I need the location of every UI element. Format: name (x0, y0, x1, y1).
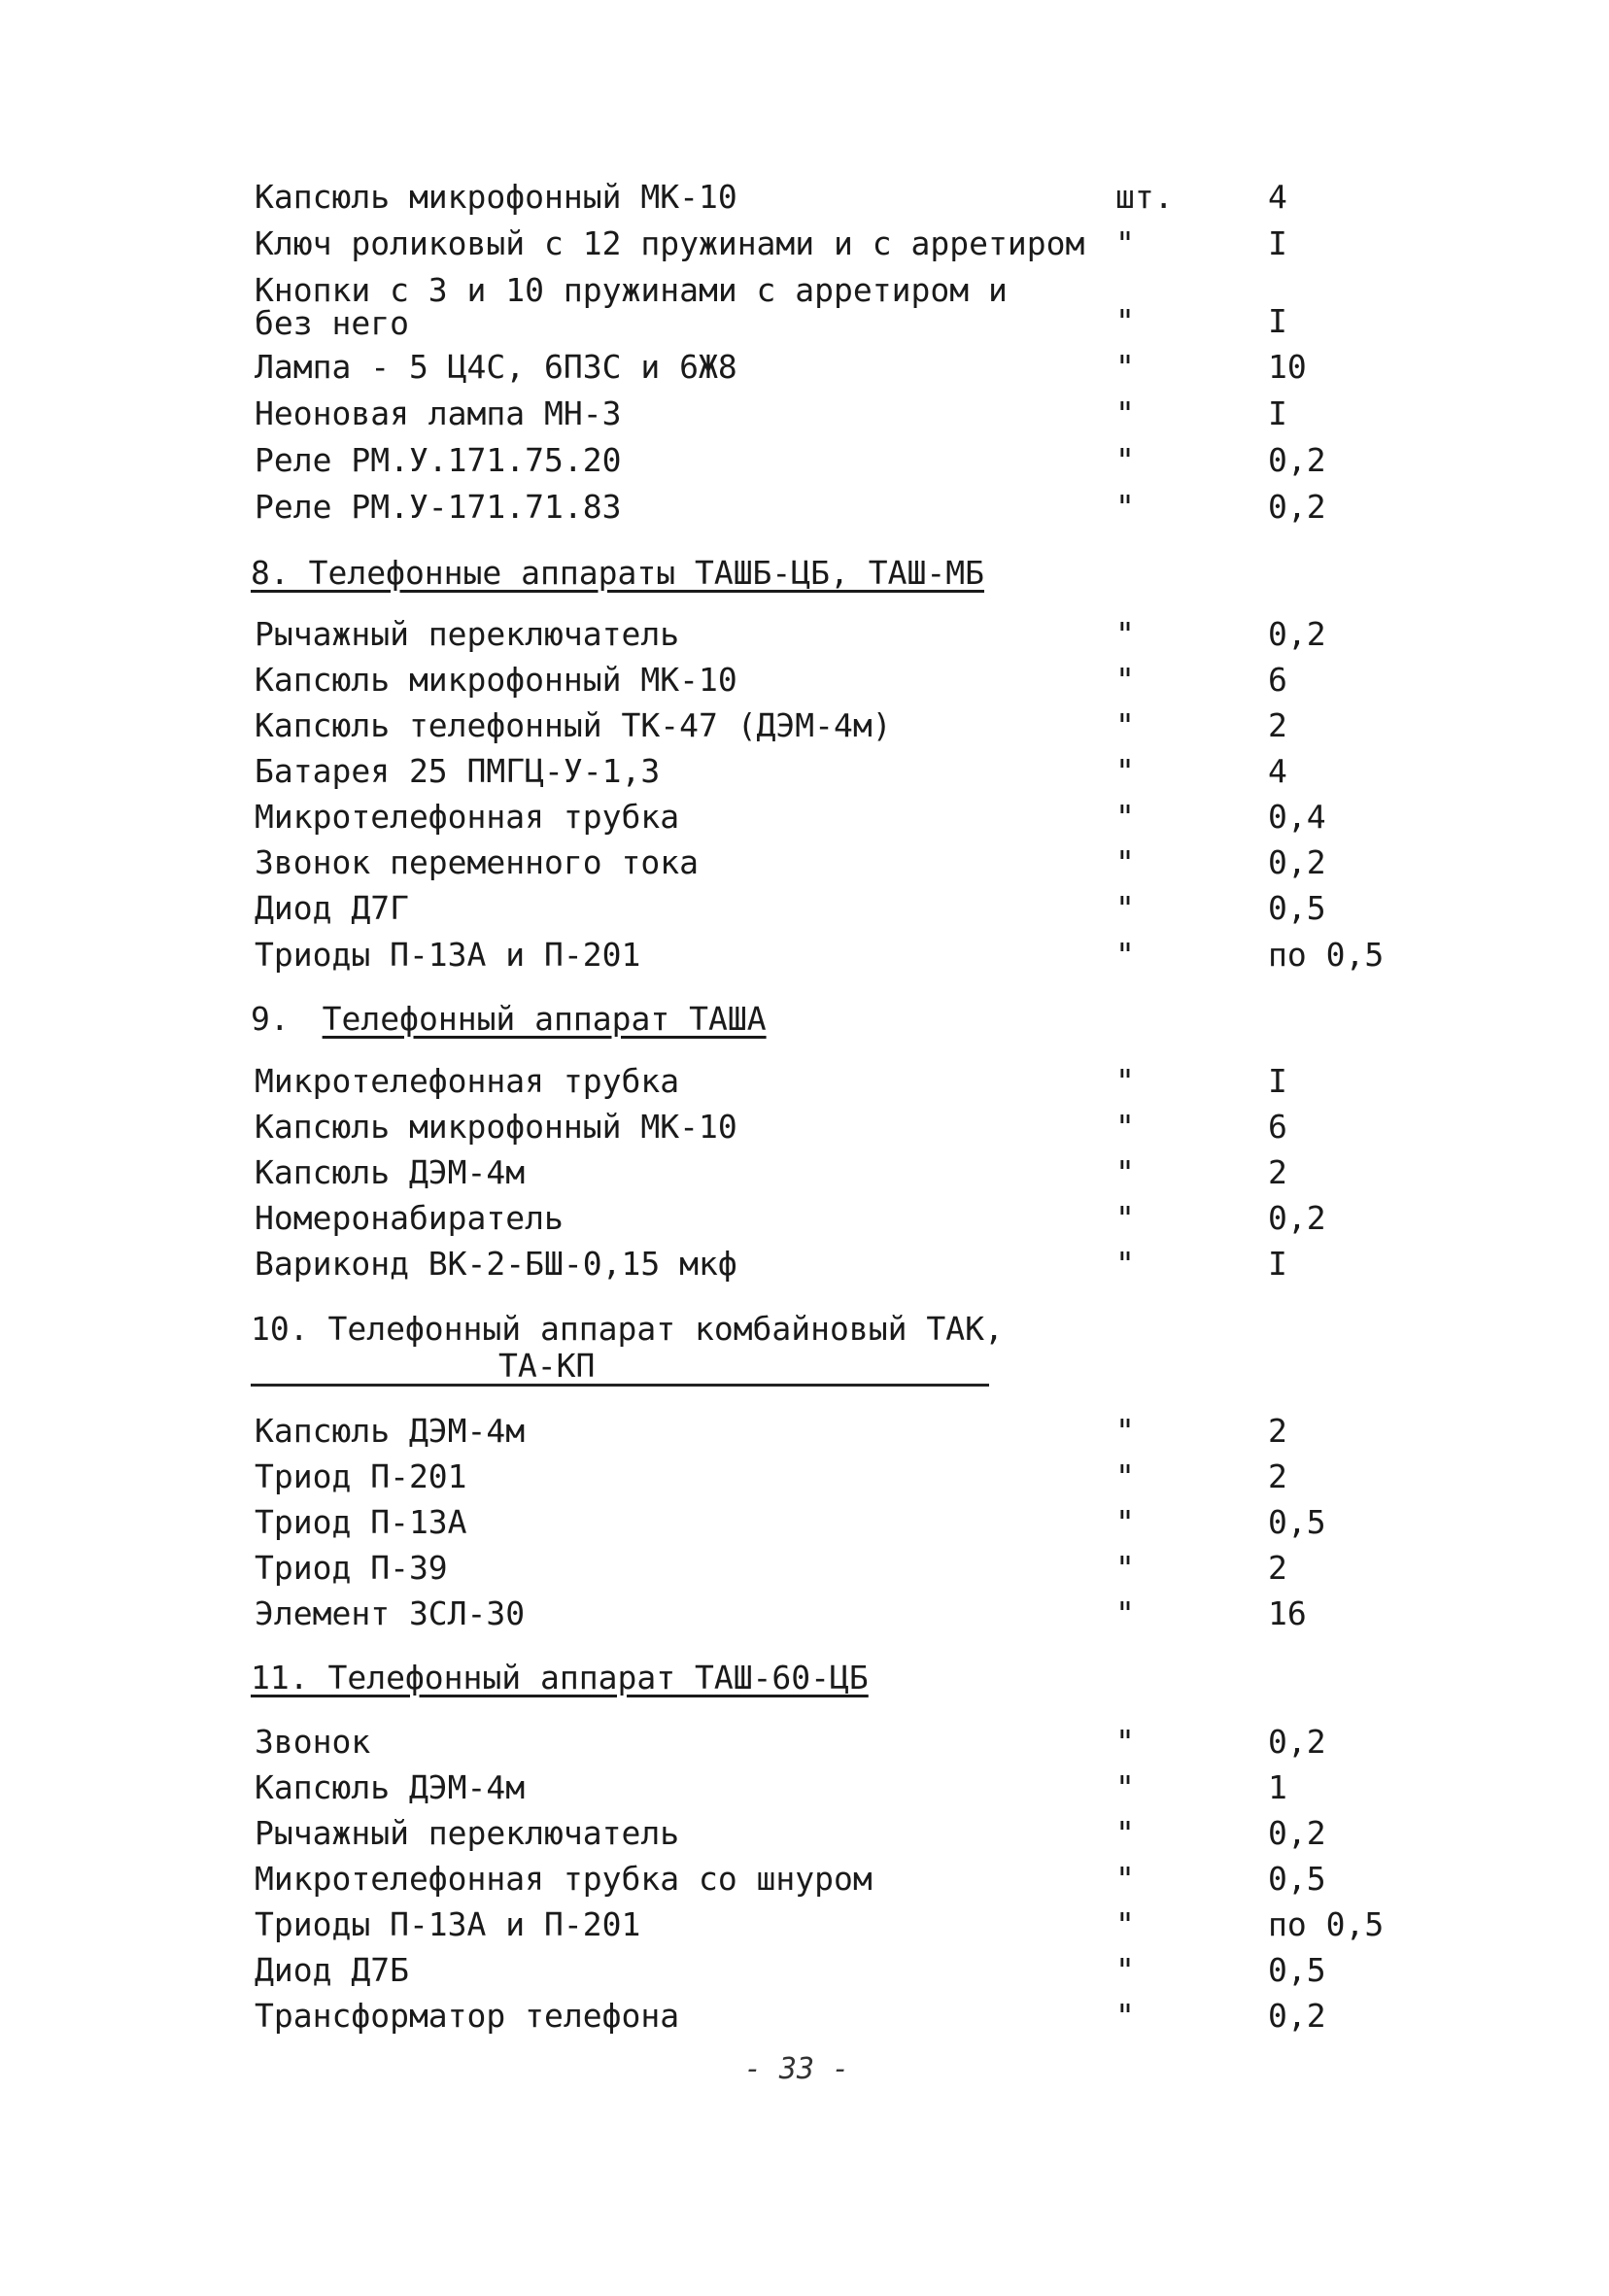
item-qty: 2 (1268, 1549, 1287, 1587)
list-item (0, 1409, 1609, 1454)
item-unit: " (1115, 1549, 1135, 1587)
item-qty: 0,5 (1268, 889, 1326, 927)
item-unit: " (1115, 1062, 1135, 1100)
item-qty: 16 (1268, 1594, 1307, 1632)
list-item (0, 703, 1609, 748)
item-name: Триоды П-13А и П-201 (255, 1905, 641, 1943)
item-unit: " (1115, 1768, 1135, 1806)
item-qty: по 0,5 (1268, 936, 1385, 974)
item-qty: 2 (1268, 1412, 1287, 1450)
item-unit: " (1115, 889, 1135, 927)
item-unit: " (1115, 1997, 1135, 2035)
item-qty: 0,2 (1268, 1723, 1326, 1761)
section-title: 8. Телефонные аппараты ТАШБ-ЦБ, ТАШ-МБ (251, 554, 984, 592)
item-name: Реле РМ.У.171.75.20 (255, 441, 622, 479)
item-unit: " (1115, 843, 1135, 881)
item-name: Номеронабиратель (255, 1199, 564, 1237)
item-name: Рычажный переключатель (255, 1814, 680, 1852)
item-unit: " (1115, 1814, 1135, 1852)
item-unit: " (1115, 1594, 1135, 1632)
item-unit: " (1115, 394, 1135, 432)
list-item (0, 1902, 1609, 1947)
item-qty: 10 (1268, 348, 1307, 386)
section-heading (251, 551, 984, 596)
item-name: Рычажный переключатель (255, 615, 680, 653)
item-name: Элемент 3СЛ-30 (255, 1594, 526, 1632)
item-qty: по 0,5 (1268, 1905, 1385, 1943)
item-name: Триоды П-13А и П-201 (255, 936, 641, 974)
item-qty: 0,2 (1268, 1997, 1326, 2035)
item-qty: 2 (1268, 1457, 1287, 1495)
item-unit: " (1115, 1153, 1135, 1191)
item-qty: 4 (1268, 178, 1287, 216)
item-name: Капсюль микрофонный МК-10 (255, 1108, 737, 1146)
item-unit: " (1115, 752, 1135, 790)
item-unit: " (1115, 1905, 1135, 1943)
item-qty: 0,2 (1268, 615, 1326, 653)
list-item (0, 485, 1609, 530)
list-item (0, 840, 1609, 885)
item-name: Триод П-39 (255, 1549, 448, 1587)
item-qty: 2 (1268, 1153, 1287, 1191)
item-qty: 0,2 (1268, 488, 1326, 526)
item-qty: 2 (1268, 706, 1287, 744)
item-unit: " (1115, 1860, 1135, 1898)
section-title: 10. Телефонный аппарат комбайновый ТАК, (251, 1310, 1004, 1348)
list-item (0, 1592, 1609, 1636)
item-unit: " (1115, 1412, 1135, 1450)
item-unit: " (1115, 1503, 1135, 1541)
list-item (0, 1720, 1609, 1765)
list-item (0, 271, 1609, 344)
section-heading (251, 1310, 1004, 1387)
item-qty: I (1268, 394, 1287, 432)
item-unit: " (1115, 615, 1135, 653)
list-item (0, 1948, 1609, 1993)
item-unit: " (1115, 348, 1135, 386)
item-name: Микротелефонная трубка (255, 1062, 680, 1100)
item-name: Батарея 25 ПМГЦ-У-1,3 (255, 752, 661, 790)
item-qty: 0,5 (1268, 1860, 1326, 1898)
section-heading (251, 1656, 869, 1700)
list-item (0, 1105, 1609, 1149)
list-item (0, 1500, 1609, 1545)
item-unit: " (1115, 488, 1135, 526)
item-unit: " (1115, 798, 1135, 836)
list-item (0, 1857, 1609, 1902)
item-unit: " (1115, 936, 1135, 974)
item-name: Капсюль микрофонный МК-10 (255, 661, 737, 699)
list-item (0, 749, 1609, 794)
list-item (0, 1994, 1609, 2039)
item-unit: " (1115, 441, 1135, 479)
item-name: Лампа - 5 Ц4С, 6П3С и 6Ж8 (255, 348, 737, 386)
list-item (0, 1455, 1609, 1499)
item-name: Диод Д7Б (255, 1951, 409, 1989)
item-unit: " (1115, 1723, 1135, 1761)
item-qty: 0,2 (1268, 843, 1326, 881)
item-qty: 0,5 (1268, 1503, 1326, 1541)
item-unit: " (1115, 1951, 1135, 1989)
list-item (0, 658, 1609, 703)
item-unit: " (1115, 224, 1135, 262)
list-item (0, 438, 1609, 483)
list-item (0, 1242, 1609, 1286)
item-qty: I (1268, 302, 1287, 340)
item-unit: " (1115, 1457, 1135, 1495)
item-qty: 0,4 (1268, 798, 1326, 836)
item-qty: 0,2 (1268, 1814, 1326, 1852)
item-unit: " (1115, 661, 1135, 699)
section-heading (251, 997, 767, 1042)
item-qty: 1 (1268, 1768, 1287, 1806)
list-item (0, 1546, 1609, 1591)
item-name: Трансформатор телефона (255, 1997, 680, 2035)
list-item (0, 886, 1609, 931)
item-name: Микротелефонная трубка (255, 798, 680, 836)
list-item (0, 1811, 1609, 1856)
item-qty: 4 (1268, 752, 1287, 790)
item-unit: " (1115, 1245, 1135, 1283)
item-name: Капсюль ДЭМ-4м (255, 1153, 526, 1191)
item-name: Триод П-13А (255, 1503, 467, 1541)
item-unit: " (1115, 1108, 1135, 1146)
list-item (0, 933, 1609, 977)
item-qty: 0,2 (1268, 1199, 1326, 1237)
item-name: Капсюль ДЭМ-4м (255, 1768, 526, 1806)
item-name: Капсюль ДЭМ-4м (255, 1412, 526, 1450)
item-qty: 6 (1268, 1108, 1287, 1146)
item-name: Капсюль микрофонный МК-10 (255, 178, 737, 216)
item-qty: 0,5 (1268, 1951, 1326, 1989)
item-unit: " (1115, 302, 1135, 340)
item-name: Триод П-201 (255, 1457, 467, 1495)
item-name: Реле РМ.У-171.71.83 (255, 488, 622, 526)
list-item (0, 612, 1609, 657)
list-item (0, 1765, 1609, 1810)
section-title-continuation: ТА-КП (251, 1349, 989, 1387)
list-item (0, 175, 1609, 220)
list-item (0, 1150, 1609, 1195)
item-qty: I (1268, 1245, 1287, 1283)
list-item (0, 795, 1609, 840)
list-item (0, 222, 1609, 266)
section-title: Телефонный аппарат ТАША (322, 1000, 767, 1038)
item-name: Кнопки с 3 и 10 пружинами с арретиром и без него (255, 271, 1008, 342)
item-qty: I (1268, 224, 1287, 262)
item-name: Звонок переменного тока (255, 843, 699, 881)
section-number: 9. (251, 1000, 290, 1038)
item-name: Микротелефонная трубка со шнуром (255, 1860, 873, 1898)
list-item (0, 1059, 1609, 1104)
section-title: 11. Телефонный аппарат ТАШ-60-ЦБ (251, 1659, 869, 1696)
item-name: Капсюль телефонный ТК-47 (ДЭМ-4м) (255, 706, 892, 744)
list-item (0, 345, 1609, 390)
item-name: Диод Д7Г (255, 889, 409, 927)
page-number: - 33 - (743, 2052, 850, 2086)
item-qty: 0,2 (1268, 441, 1326, 479)
item-name: Звонок (255, 1723, 371, 1761)
item-name: Ключ роликовый с 12 пружинами и с арретиром (255, 224, 1085, 262)
item-name: Неоновая лампа МН-3 (255, 394, 622, 432)
item-unit: " (1115, 1199, 1135, 1237)
item-unit: " (1115, 706, 1135, 744)
list-item (0, 1196, 1609, 1241)
item-name: Вариконд ВК-2-БШ-0,15 мкф (255, 1245, 737, 1283)
list-item (0, 392, 1609, 436)
item-qty: 6 (1268, 661, 1287, 699)
item-qty: I (1268, 1062, 1287, 1100)
item-unit: шт. (1115, 178, 1174, 216)
